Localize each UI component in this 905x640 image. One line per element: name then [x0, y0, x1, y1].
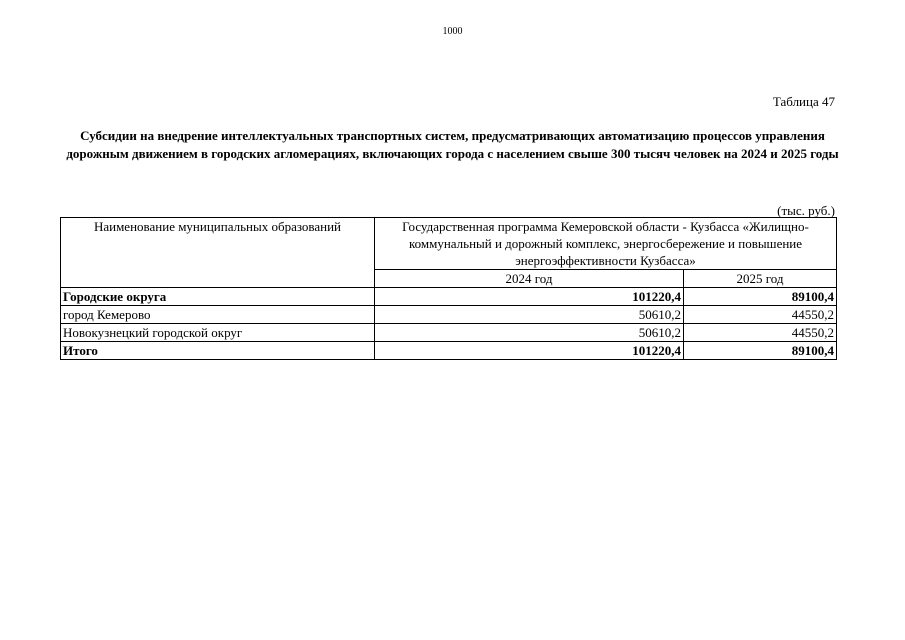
- table-number: Таблица 47: [772, 94, 835, 109]
- row-value-2025: 44550,2: [684, 306, 837, 324]
- table-row-total: [61, 342, 837, 360]
- table-row: [61, 306, 837, 324]
- document-title: Субсидии на внедрение интеллектуальных транспортных систем, предусматривающих автоматизацию процессов управления дорожным движением в городских агломерациях, включающих города с населением свыше 300 тысяч человек на 2024 и 2025 годы: [66, 128, 839, 161]
- row-value-2024: 101220,4: [375, 288, 684, 306]
- units-label: (тыс. руб.): [777, 203, 835, 218]
- row-name: Новокузнецкий городской округ: [61, 324, 375, 342]
- table-header-row: [61, 218, 837, 270]
- header-year-2025: 2025 год: [684, 270, 837, 288]
- row-value-2025: 89100,4: [684, 342, 837, 360]
- row-value-2025: 44550,2: [684, 324, 837, 342]
- row-value-2024: 101220,4: [375, 342, 684, 360]
- row-name: Итого: [61, 342, 375, 360]
- row-name: Городские округа: [61, 288, 375, 306]
- header-program: Государственная программа Кемеровской области - Кузбасса «Жилищно-коммунальный и дорожный комплекс, энергосбережение и повышение энергоэффективности Кузбасса»: [375, 218, 837, 270]
- header-year-2024: 2024 год: [375, 270, 684, 288]
- page-number: 1000: [442, 26, 463, 37]
- table-row: [61, 324, 837, 342]
- table-row: [61, 288, 837, 306]
- row-value-2025: 89100,4: [684, 288, 837, 306]
- row-name: город Кемерово: [61, 306, 375, 324]
- row-value-2024: 50610,2: [375, 324, 684, 342]
- header-municipality: Наименование муниципальных образований: [61, 218, 375, 288]
- subsidy-table: [60, 217, 837, 360]
- row-value-2024: 50610,2: [375, 306, 684, 324]
